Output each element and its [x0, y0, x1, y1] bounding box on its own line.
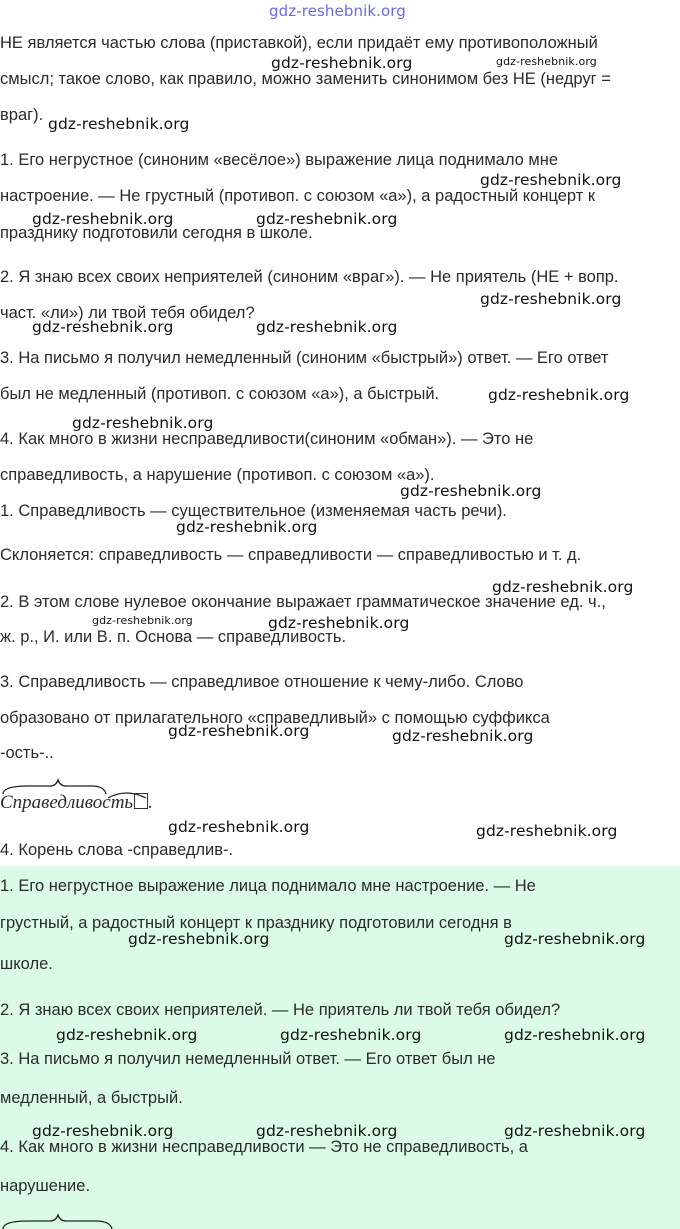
text-line: враг). — [0, 106, 44, 124]
watermark: gdz-reshebnik.org — [168, 818, 310, 836]
watermark: gdz-reshebnik.org — [32, 1122, 174, 1140]
text-line: празднику подготовили сегодня в школе. — [0, 224, 313, 242]
watermark: gdz-reshebnik.org — [504, 1122, 646, 1140]
watermark: gdz-reshebnik.org — [280, 1026, 422, 1044]
watermark: gdz-reshebnik.org — [256, 210, 398, 228]
answer-line: нарушение. — [0, 1177, 91, 1195]
text-line: 1. Его негрустное (синоним «весёлое») выражение лица поднимало мне — [0, 151, 559, 169]
watermark: gdz-reshebnik.org — [256, 1122, 398, 1140]
text-line: 4. Как много в жизни несправедливости(синоним «обман»). — Это не — [0, 430, 534, 448]
text-line: 3. Справедливость — справедливое отношение к чему-либо. Слово — [0, 673, 524, 691]
watermark: gdz-reshebnik.org — [72, 414, 214, 432]
text-line: 1. Справедливость — существительное (изменяемая часть речи). — [0, 502, 507, 520]
text-line: 3. На письмо я получил немедленный (синоним «быстрый») ответ. — Его ответ — [0, 349, 609, 367]
watermark: gdz-reshebnik.org — [92, 614, 193, 627]
text-line: НЕ является частью слова (приставкой), если придаёт ему противоположный — [0, 34, 598, 52]
text-line: смысл; такое слово, как правило, можно заменить синонимом без НЕ (недруг = — [0, 70, 611, 88]
watermark: gdz-reshebnik.org — [496, 55, 597, 68]
watermark: gdz-reshebnik.org — [256, 318, 398, 336]
morpheme-markup-partial — [0, 1212, 180, 1229]
morpheme-word-period: . — [148, 792, 153, 813]
text-line: 2. Я знаю всех своих неприятелей (синоним «враг»). — Не приятель (НЕ + вопр. — [0, 268, 619, 286]
answer-line: медленный, а быстрый. — [0, 1089, 183, 1107]
watermark: gdz-reshebnik.org — [488, 386, 630, 404]
text-line: част. «ли») ли твой тебя обидел? — [0, 304, 255, 322]
answer-line: 3. На письмо я получил немедленный ответ. — Его ответ был не — [0, 1050, 496, 1068]
answer-line: 2. Я знаю всех своих неприятелей. — Не приятель ли твой тебя обидел? — [0, 1001, 561, 1019]
text-line: образовано от прилагательного «справедливый» с помощью суффикса — [0, 709, 550, 727]
text-line: 4. Корень слова -справедлив-. — [0, 841, 234, 859]
morpheme-word — [0, 792, 153, 814]
watermark: gdz-reshebnik.org — [268, 614, 410, 632]
text-line: ж. р., И. или В. п. Основа — справедливость. — [0, 628, 347, 646]
watermark: gdz-reshebnik.org — [176, 518, 318, 536]
watermark: gdz-reshebnik.org — [32, 318, 174, 336]
watermark: gdz-reshebnik.org — [492, 578, 634, 596]
watermark: gdz-reshebnik.org — [480, 290, 622, 308]
watermark: gdz-reshebnik.org — [400, 482, 542, 500]
watermark: gdz-reshebnik.org — [504, 930, 646, 948]
text-line: Склоняется: справедливость — справедливости — справедливостью и т. д. — [0, 546, 582, 564]
answer-line: 4. Как много в жизни несправедливости — Это не справедливость, а — [0, 1138, 528, 1156]
text-line: был не медленный (противоп. с союзом «а»), а быстрый. — [0, 385, 440, 403]
morpheme-word-text: Справедливость — [0, 792, 134, 813]
text-line: настроение. — Не грустный (противоп. с союзом «а»), а радостный концерт к — [0, 187, 596, 205]
answer-line: грустный, а радостный концерт к празднику подготовили сегодня в — [0, 914, 512, 932]
watermark: gdz-reshebnik.org — [476, 822, 618, 840]
watermark: gdz-reshebnik.org — [271, 54, 413, 72]
watermark: gdz-reshebnik.org — [480, 171, 622, 189]
watermark: gdz-reshebnik.org — [168, 722, 310, 740]
watermark: gdz-reshebnik.org — [504, 1026, 646, 1044]
watermark: gdz-reshebnik.org — [56, 1026, 198, 1044]
watermark: gdz-reshebnik.org — [392, 727, 534, 745]
answer-line: 1. Его негрустное выражение лица поднимало мне настроение. — Не — [0, 877, 536, 895]
text-line: -ость-.. — [0, 744, 54, 762]
watermark: gdz-reshebnik.org — [128, 930, 270, 948]
watermark: gdz-reshebnik.org — [48, 115, 190, 133]
text-line: справедливость, а нарушение (противоп. с союзом «а»). — [0, 466, 435, 484]
watermark: gdz-reshebnik.org — [32, 210, 174, 228]
answer-line: школе. — [0, 955, 53, 973]
zero-ending-box — [134, 793, 148, 809]
text-line: 2. В этом слове нулевое окончание выражает грамматическое значение ед. ч., — [0, 593, 606, 611]
watermark-top: gdz-reshebnik.org — [269, 2, 406, 20]
